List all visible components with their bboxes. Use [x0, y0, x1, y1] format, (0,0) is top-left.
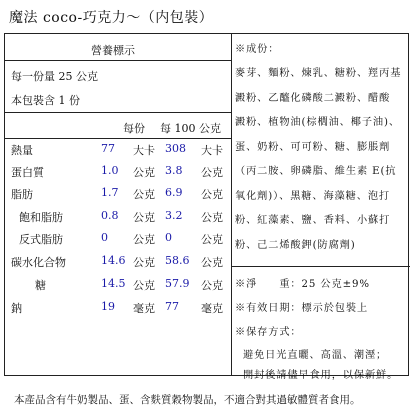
- nutrient-unit-per-serving: 大卡: [133, 144, 155, 157]
- storage-line-2: 開封後請儘早食用，以保新鮮。: [243, 370, 399, 381]
- nutrient-value-per-serving: 0: [101, 231, 108, 244]
- nutrient-name: 脂肪: [11, 188, 33, 201]
- nutrient-unit-per-100g: 公克: [201, 256, 223, 269]
- ingredient-line: 氧化劑)）、黑糖、海藻糖、泡打: [235, 190, 390, 202]
- col-per-100g: 每 100 公克: [160, 122, 221, 135]
- nutrient-unit-per-serving: 毫克: [133, 302, 155, 315]
- nutrient-name: 反式脂肪: [19, 233, 63, 246]
- nutrient-unit-per-serving: 公克: [133, 188, 155, 201]
- ingredient-line: 澱粉、乙醯化磷酸二澱粉、醋酸: [235, 92, 391, 104]
- nutrient-value-per-100g: 58.6: [165, 254, 190, 267]
- nutrient-unit-per-serving: 公克: [133, 279, 155, 292]
- per-serving-size: 每一份量 25 公克: [11, 70, 98, 83]
- nutrient-name: 鈉: [11, 302, 22, 315]
- nutrient-unit-per-serving: 公克: [133, 256, 155, 269]
- nutrient-value-per-serving: 14.6: [101, 254, 126, 267]
- nutrient-unit-per-serving: 公克: [133, 166, 155, 179]
- nutrient-name: 碳水化合物: [11, 256, 66, 269]
- nutrient-value-per-serving: 19: [101, 300, 115, 313]
- nutrient-name: 飽和脂肪: [19, 211, 63, 224]
- nutrient-value-per-serving: 1.7: [101, 186, 119, 199]
- nutrient-unit-per-100g: 公克: [201, 279, 223, 292]
- expiry-date: ※有效日期：標示於包裝上: [235, 303, 369, 314]
- nutrient-unit-per-100g: 公克: [201, 233, 223, 246]
- ingredient-line: 蛋、奶粉、可可粉、糖、膨脹劑: [235, 141, 391, 153]
- nutrient-value-per-serving: 14.5: [101, 277, 126, 290]
- nutrient-value-per-serving: 77: [101, 142, 115, 155]
- allergen-footer: 本產品含有牛奶製品、蛋、含麩質穀物製品，不適合對其過敏體質者食用。: [14, 394, 361, 406]
- servings-per-package: 本包裝含 1 份: [11, 94, 80, 107]
- nutrient-value-per-100g: 77: [165, 300, 179, 313]
- nutrient-unit-per-100g: 公克: [201, 188, 223, 201]
- nutrient-name: 熱量: [11, 144, 33, 157]
- nutrient-unit-per-serving: 公克: [133, 233, 155, 246]
- nutrient-value-per-100g: 3.2: [165, 209, 183, 222]
- nutrient-value-per-serving: 1.0: [101, 164, 119, 177]
- net-weight: ※淨 重：25 公克±9%: [235, 279, 370, 290]
- nutrient-unit-per-100g: 大卡: [201, 144, 223, 157]
- ingredient-line: 粉、己二烯酸鉀(防腐劑): [235, 239, 356, 251]
- ingredients-heading: ※成份：: [235, 44, 280, 55]
- nutrient-value-per-100g: 0: [165, 231, 172, 244]
- nutrient-value-per-100g: 3.8: [165, 164, 183, 177]
- ingredient-line: 澱粉、植物油(棕櫚油、椰子油)、: [235, 117, 400, 128]
- nutrient-value-per-100g: 6.9: [165, 186, 183, 199]
- nutrient-unit-per-100g: 公克: [201, 211, 223, 224]
- ingredient-line: （丙二胺、卵磷脂、維生素 E(抗: [235, 166, 397, 177]
- col-per-serving: 每份: [123, 122, 145, 135]
- nutrient-name: 蛋白質: [11, 166, 44, 179]
- column-divider: [231, 34, 232, 375]
- nutrient-value-per-serving: 0.8: [101, 209, 119, 222]
- nutrient-unit-per-serving: 公克: [133, 211, 155, 224]
- nutrient-value-per-100g: 308: [165, 142, 186, 155]
- nutrient-unit-per-100g: 公克: [201, 166, 223, 179]
- nutrient-value-per-100g: 57.9: [165, 277, 190, 290]
- storage-line-1: 避免日光直曬、高溫、潮溼；: [243, 350, 388, 361]
- nutrition-header: 營養標示: [91, 44, 135, 57]
- nutrient-unit-per-100g: 毫克: [201, 302, 223, 315]
- ingredient-line: 麥芽、麵粉、煉乳、糖粉、羥丙基: [235, 68, 402, 79]
- ingredient-line: 粉、紅藻素、鹽、香料、小蘇打: [235, 215, 391, 226]
- product-title: 魔法 coco-巧克力～（内包裝）: [9, 10, 214, 26]
- nutrient-name: 糖: [35, 279, 46, 292]
- storage-heading: ※保存方式：: [235, 327, 302, 338]
- label-frame: [4, 33, 409, 381]
